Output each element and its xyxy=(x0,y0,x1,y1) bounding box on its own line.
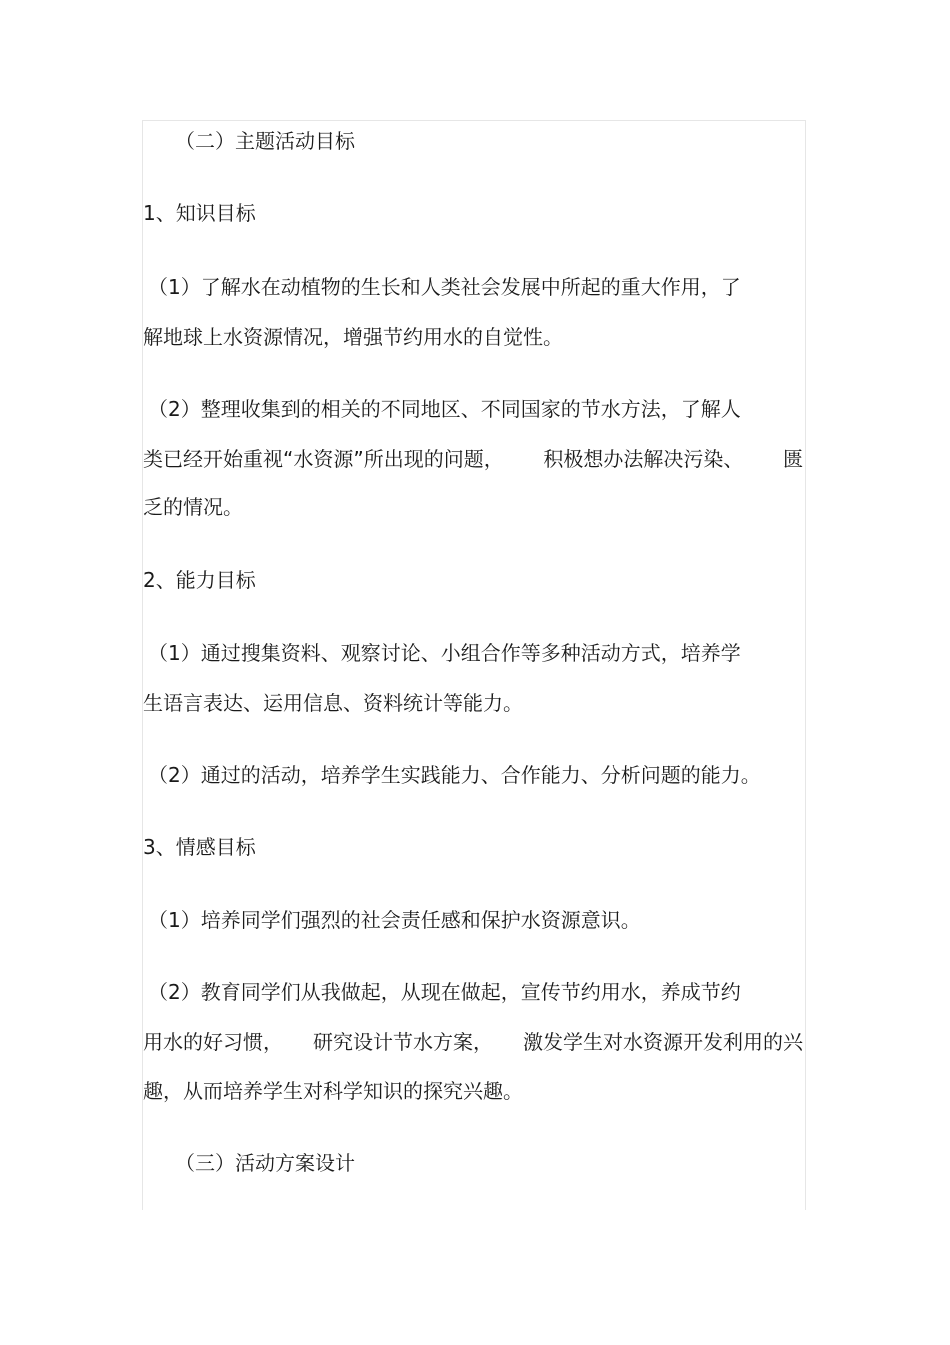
section-title: （三）活动方案设计 xyxy=(175,1151,355,1175)
knowledge-item-2-line-1: （2）整理收集到的相关的不同地区、不同国家的节水方法，了解人 xyxy=(148,397,741,421)
knowledge-item-2-line-2-part-c: 匮 xyxy=(782,447,803,471)
emotion-heading: 3、情感目标 xyxy=(143,835,256,859)
section-title: （二）主题活动目标 xyxy=(175,129,355,153)
knowledge-heading: 1、知识目标 xyxy=(143,201,256,225)
knowledge-item-2-line-3: 乏的情况。 xyxy=(143,495,243,519)
knowledge-item-2-line-2-part-b: 积极想办法解决污染、 xyxy=(543,447,744,471)
emotion-item-1-line-1: （1）培养同学们强烈的社会责任感和保护水资源意识。 xyxy=(148,908,641,932)
knowledge-item-2-line-2 xyxy=(143,446,803,472)
emotion-item-2-line-3: 趣，从而培养学生对科学知识的探究兴趣。 xyxy=(143,1079,523,1103)
ability-item-1-line-1: （1）通过搜集资料、观察讨论、小组合作等多种活动方式，培养学 xyxy=(148,641,741,665)
ability-heading: 2、能力目标 xyxy=(143,568,256,592)
ability-item-1-line-2: 生语言表达、运用信息、资料统计等能力。 xyxy=(143,691,523,715)
ability-item-2-line-1: （2）通过的活动，培养学生实践能力、合作能力、分析问题的能力。 xyxy=(148,763,761,787)
knowledge-item-1-line-2: 解地球上水资源情况，增强节约用水的自觉性。 xyxy=(143,325,563,349)
emotion-item-2-line-2-part-a: 用水的好习惯， xyxy=(143,1030,283,1054)
knowledge-item-2-line-2-part-a: 类已经开始重视“水资源”所出现的问题， xyxy=(143,447,504,471)
knowledge-item-1-line-1: （1）了解水在动植物的生长和人类社会发展中所起的重大作用，了 xyxy=(148,275,741,299)
emotion-item-2-line-1: （2）教育同学们从我做起，从现在做起，宣传节约用水，养成节约 xyxy=(148,980,741,1004)
emotion-item-2-line-2 xyxy=(143,1029,803,1055)
emotion-item-2-line-2-part-c: 激发学生对水资源开发利用的兴 xyxy=(523,1030,803,1054)
emotion-item-2-line-2-part-b: 研究设计节水方案， xyxy=(313,1030,493,1054)
